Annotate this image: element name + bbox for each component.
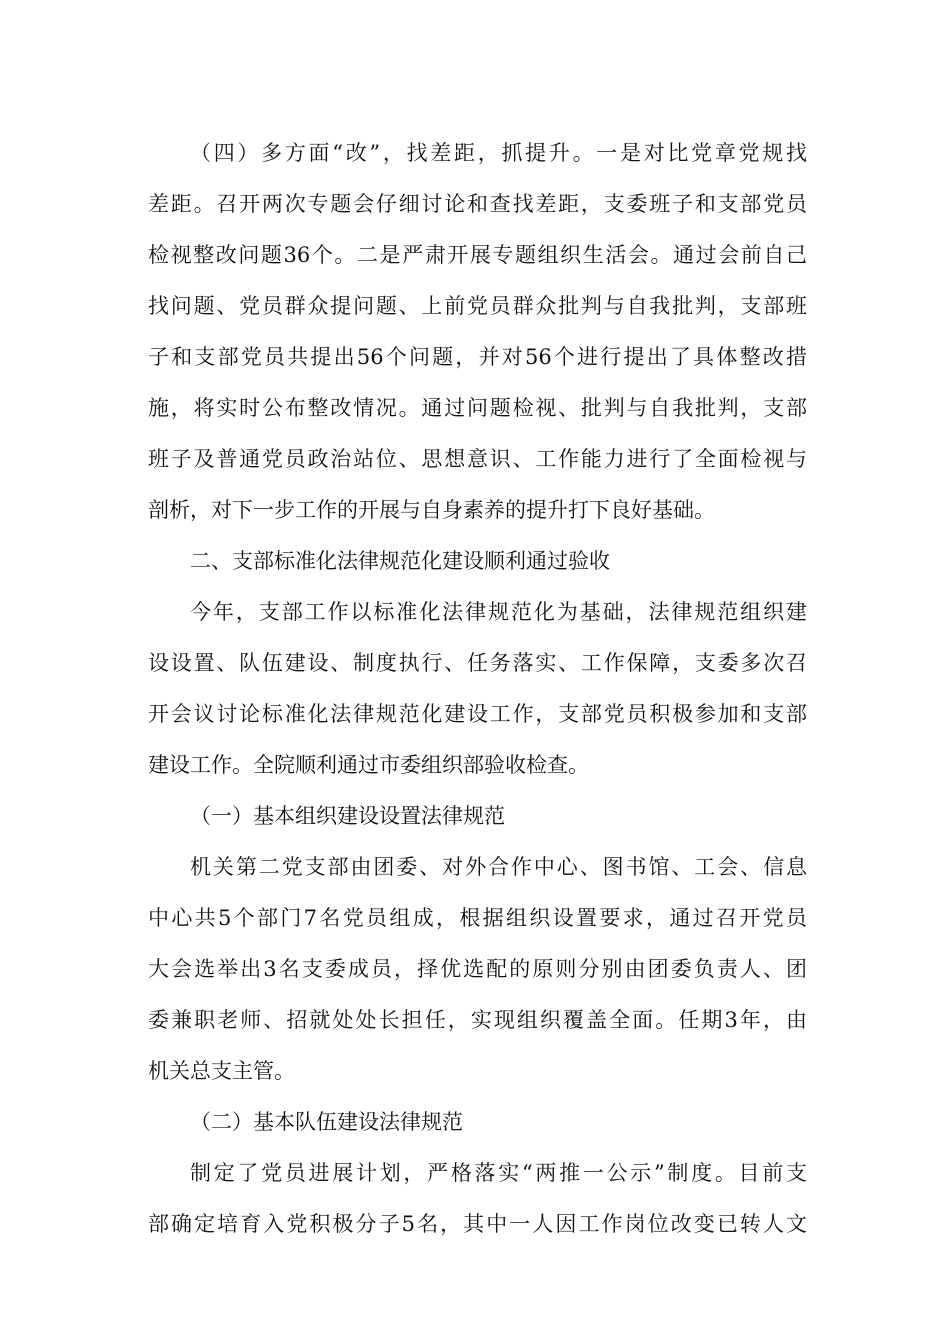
subsection-heading: （二）基本队伍建设法律规范 bbox=[190, 1110, 463, 1134]
text-line: 剖析，对下一步工作的开展与自身素养的提升打下良好基础。 bbox=[148, 498, 715, 522]
subsection-heading: （一）基本组织建设设置法律规范 bbox=[190, 804, 505, 828]
text-line: 中心共5个部门7名党员组成，根据组织设置要求，通过召开党员 bbox=[148, 906, 807, 930]
text-line: 开会议讨论标准化法律规范化建设工作，支部党员积极参加和支部 bbox=[148, 702, 807, 726]
text-line: 大会选举出3名支委成员，择优选配的原则分别由团委负责人、团 bbox=[148, 957, 807, 981]
section-heading: 二、支部标准化法律规范化建设顺利通过验收 bbox=[190, 549, 610, 573]
text-line: 检视整改问题36个。二是严肃开展专题组织生活会。通过会前自己 bbox=[148, 243, 807, 267]
text-line: 班子及普通党员政治站位、思想意识、工作能力进行了全面检视与 bbox=[148, 447, 807, 471]
text-line: （四）多方面“改”，找差距，抓提升。一是对比党章党规找 bbox=[190, 141, 807, 165]
text-line: 差距。召开两次专题会仔细讨论和查找差距，支委班子和支部党员 bbox=[148, 192, 807, 216]
text-line: 施，将实时公布整改情况。通过问题检视、批判与自我批判，支部 bbox=[148, 396, 807, 420]
text-line: 子和支部党员共提出56个问题，并对56个进行提出了具体整改措 bbox=[148, 345, 807, 369]
text-line: 机关总支主管。 bbox=[148, 1059, 295, 1083]
text-line: 建设工作。全院顺利通过市委组织部验收检查。 bbox=[148, 753, 589, 777]
text-line: 找问题、党员群众提问题、上前党员群众批判与自我批判，支部班 bbox=[148, 294, 807, 318]
text-line: 制定了党员进展计划，严格落实“两推一公示”制度。目前支 bbox=[190, 1161, 807, 1185]
text-line: 设设置、队伍建设、制度执行、任务落实、工作保障，支委多次召 bbox=[148, 651, 807, 675]
text-line: 委兼职老师、招就处处长担任，实现组织覆盖全面。任期3年，由 bbox=[148, 1008, 807, 1032]
text-line: 机关第二党支部由团委、对外合作中心、图书馆、工会、信息 bbox=[190, 855, 807, 879]
text-line: 部确定培育入党积极分子5名，其中一人因工作岗位改变已转人文 bbox=[148, 1212, 807, 1236]
text-line: 今年，支部工作以标准化法律规范化为基础，法律规范组织建 bbox=[190, 600, 807, 624]
